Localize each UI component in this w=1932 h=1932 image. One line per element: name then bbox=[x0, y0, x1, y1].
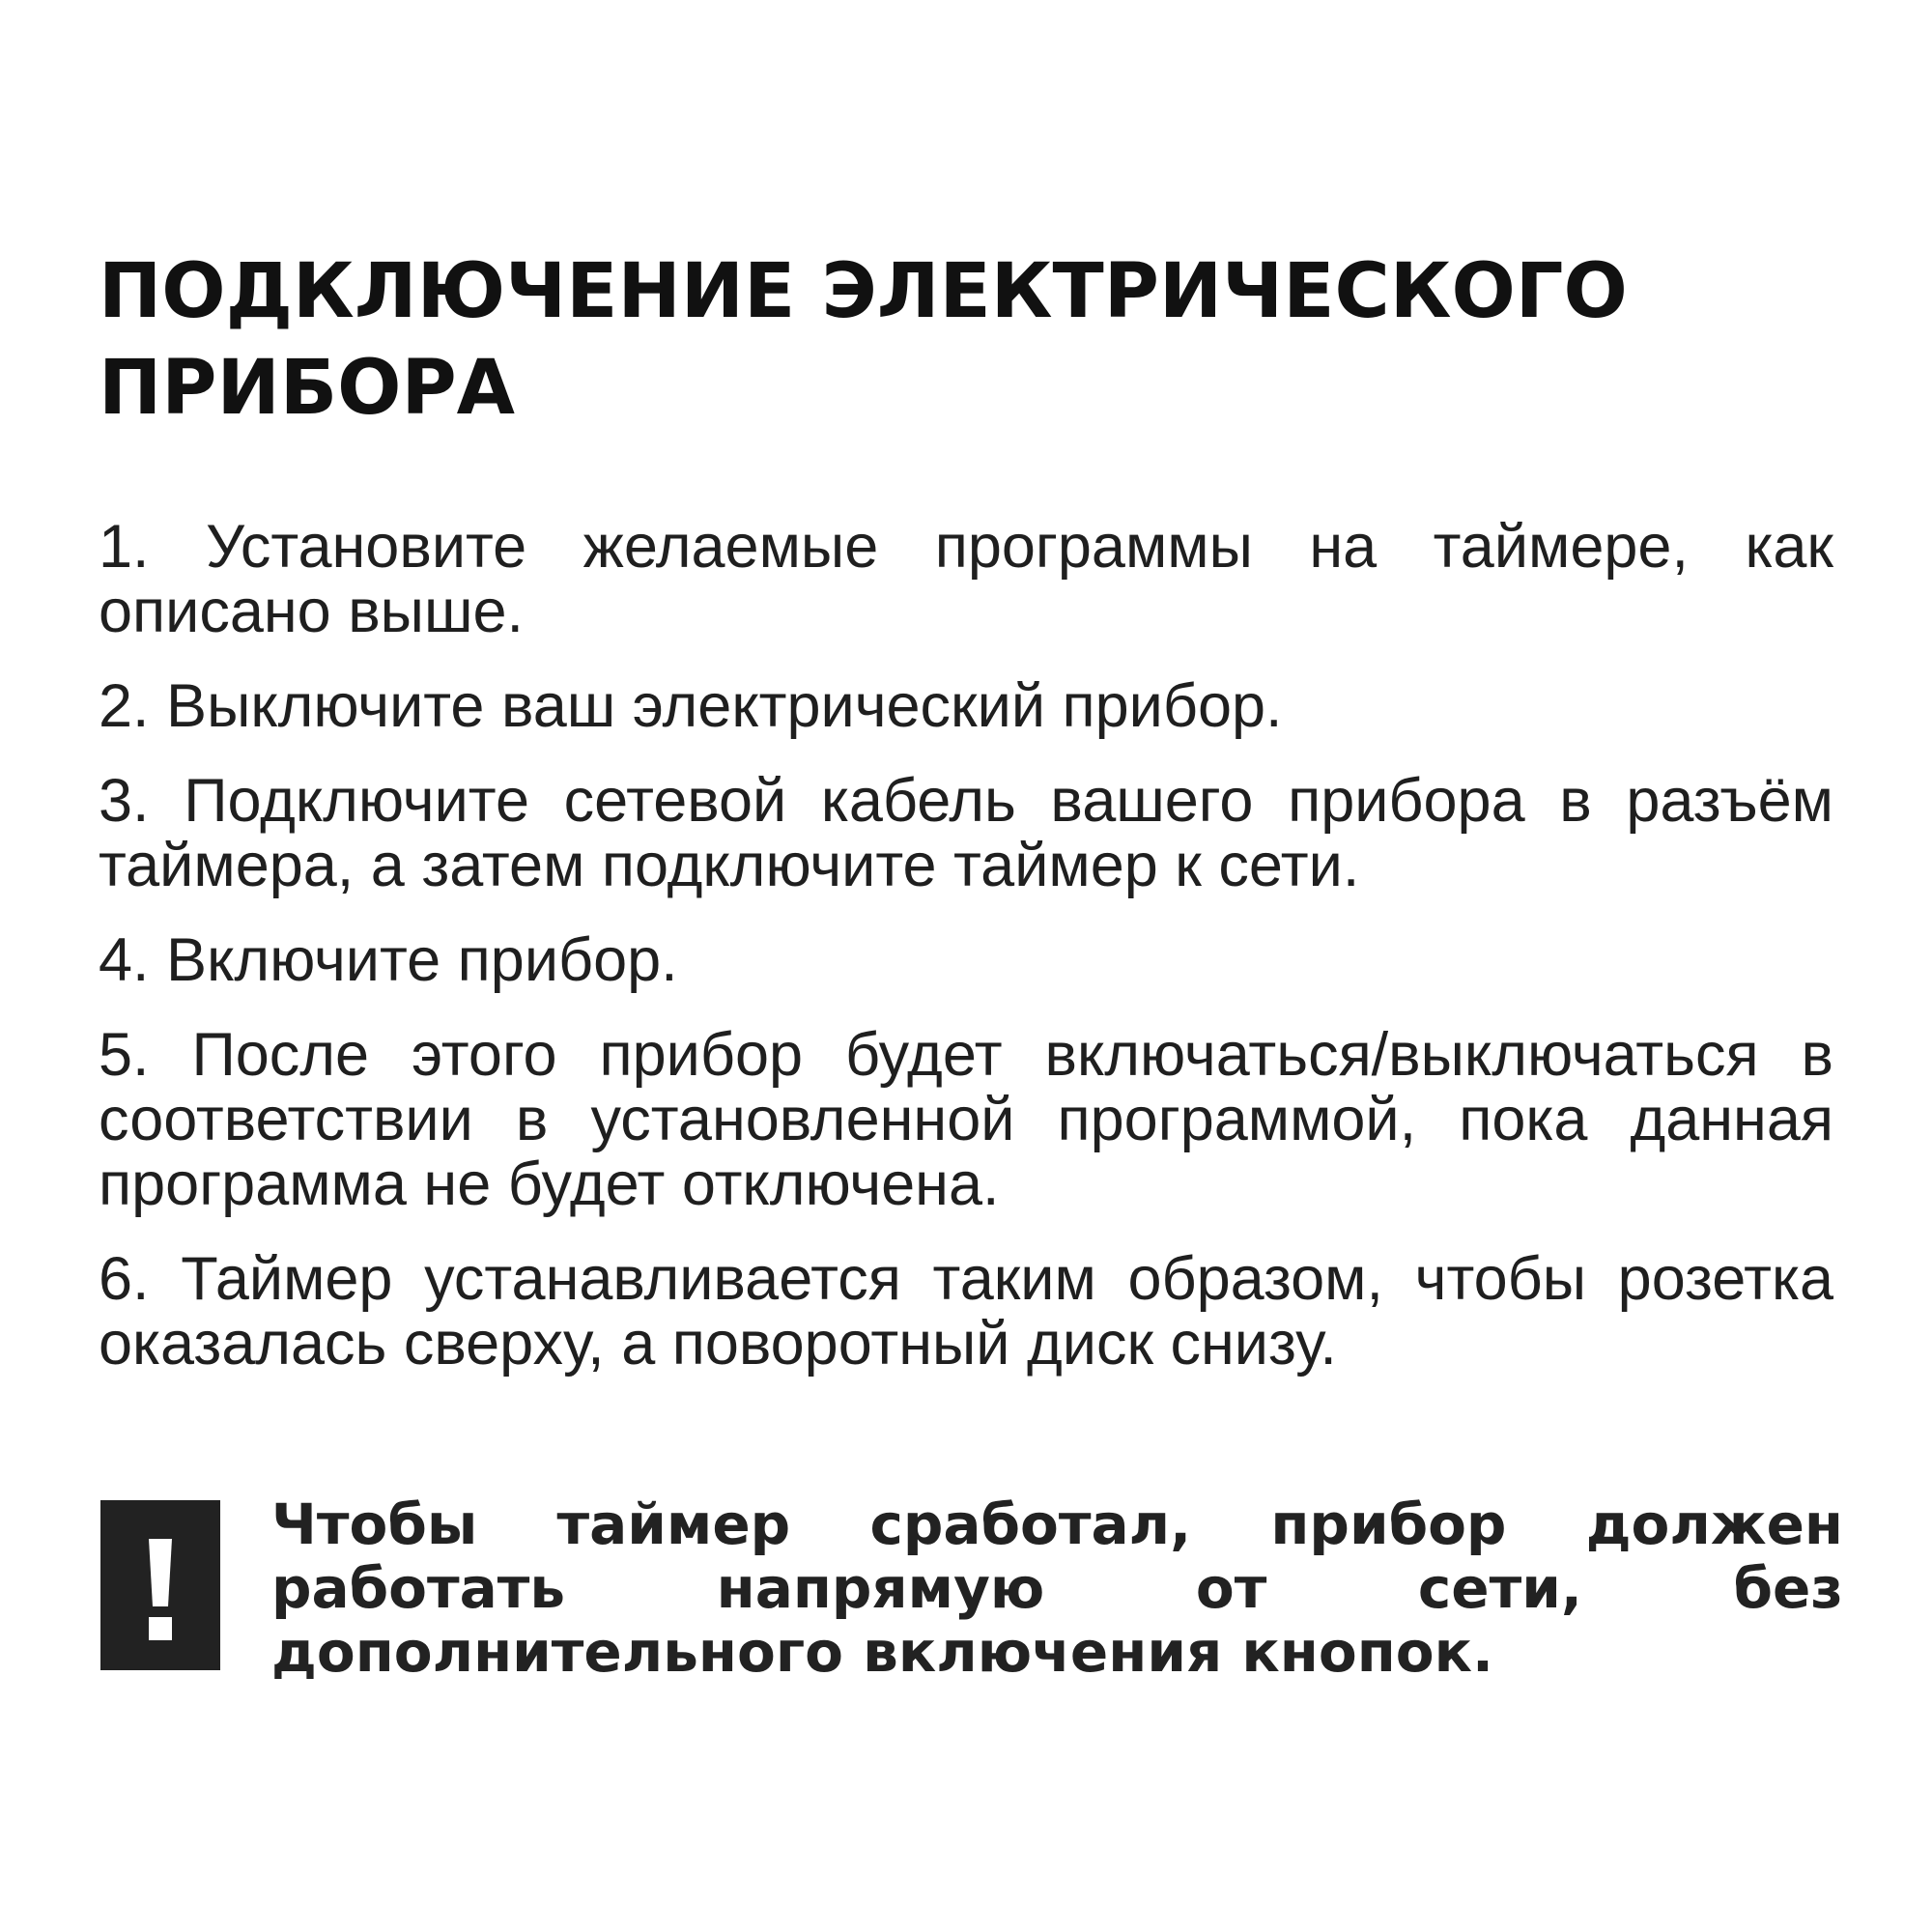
instruction-step-5: 5. После этого прибор будет включаться/выключаться в соответствии в установленной программой, пока данная программа не будет отключена. bbox=[99, 1021, 1833, 1218]
instruction-list bbox=[99, 515, 1833, 1406]
instruction-step-4: 4. Включите прибор. bbox=[99, 926, 678, 994]
instruction-step-3: 3. Подключите сетевой кабель вашего прибора в разъём таймера, а затем подключите таймер к сети. bbox=[99, 767, 1833, 899]
warning-note bbox=[100, 1492, 1843, 1722]
instruction-step-2: 2. Выключите ваш электрический прибор. bbox=[99, 672, 1283, 740]
instruction-step-1: 1. Установите желаемые программы на таймере, как описано выше. bbox=[99, 513, 1833, 645]
exclamation-icon bbox=[100, 1500, 220, 1670]
page-title: ПОДКЛЮЧЕНИЕ ЭЛЕКТРИЧЕСКОГО ПРИБОРА bbox=[99, 248, 1628, 432]
warning-text: Чтобы таймер сработал, прибор должен работать напрямую от сети, без дополнительного включения кнопок. bbox=[271, 1492, 1843, 1685]
instruction-step-6: 6. Таймер устанавливается таким образом, чтобы розетка оказалась сверху, а поворотный диск снизу. bbox=[99, 1245, 1833, 1378]
